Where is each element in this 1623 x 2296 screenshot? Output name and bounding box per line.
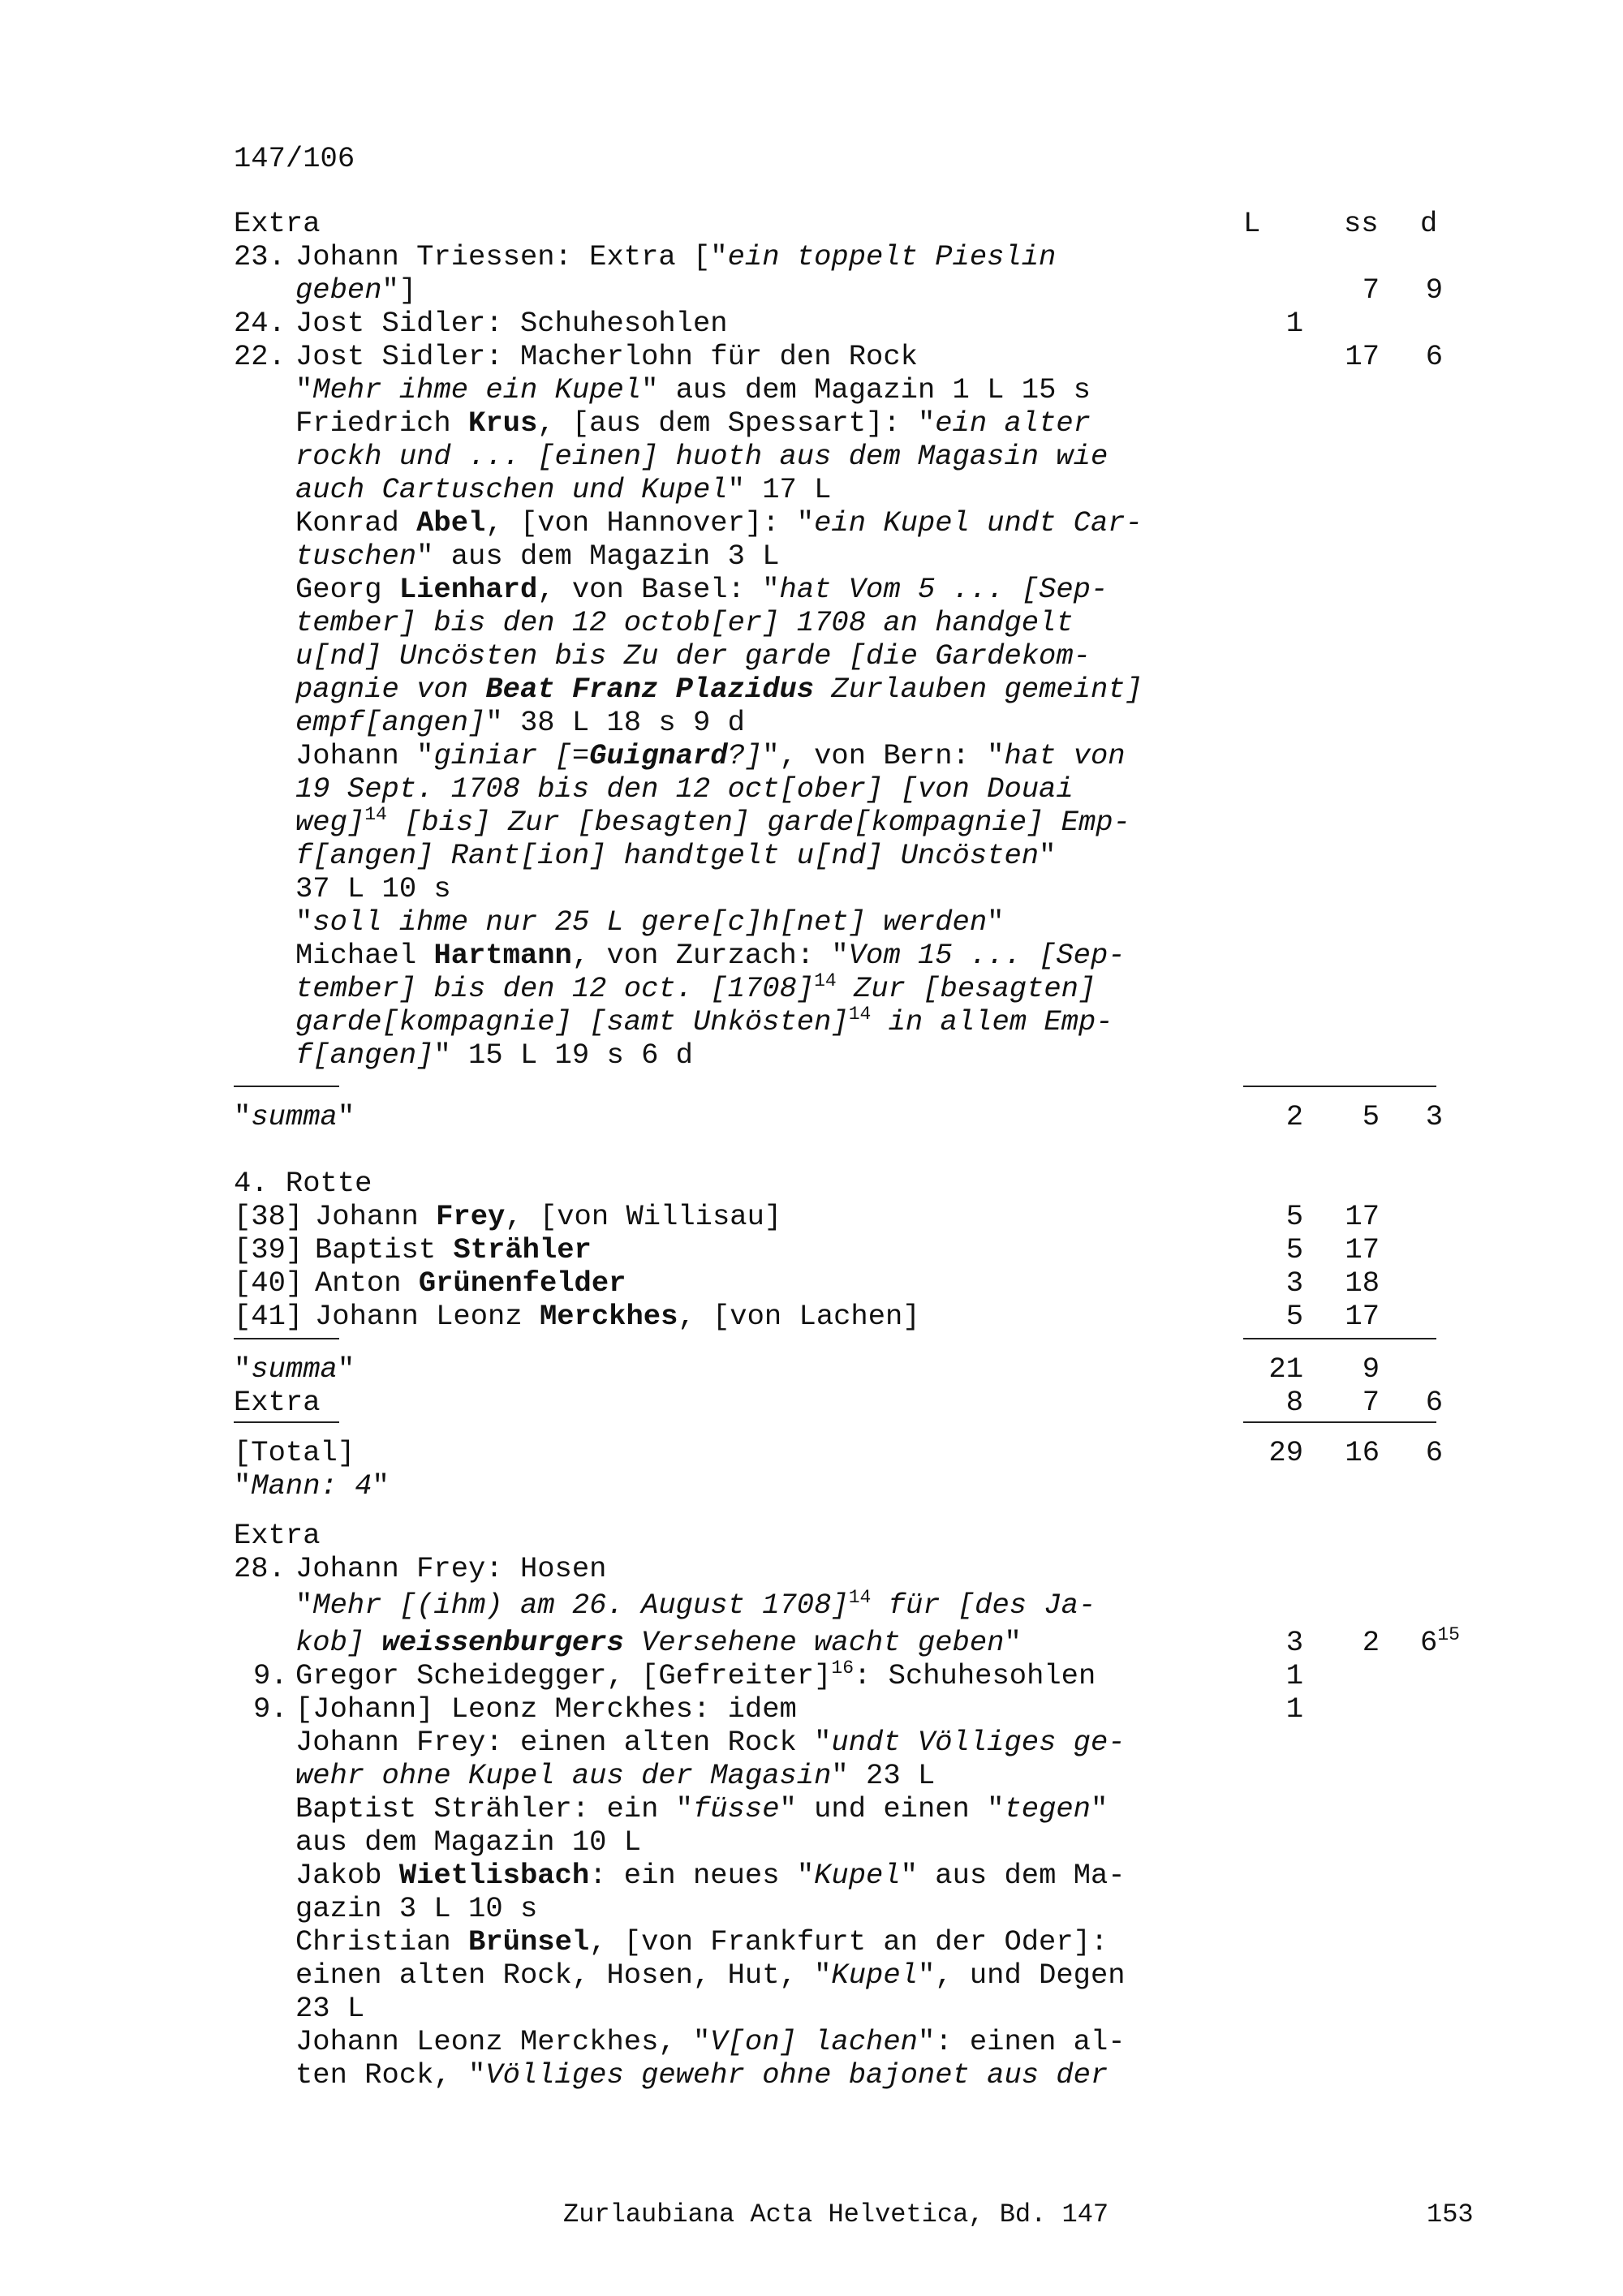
note-line: auch Cartuschen und Kupel" 17 L [295, 473, 832, 506]
entry-text: Gregor Scheidegger, [Gefreiter]$^{16}$: Schuhesohlen [295, 1658, 1096, 1692]
amount-ss: 16 [1345, 1436, 1380, 1469]
note-line: Johann "giniar [=Guignard?]", von Bern: "hat von [295, 739, 1126, 772]
summa-label: "summa" [234, 1352, 355, 1386]
amount-l: 5 [1285, 1300, 1303, 1333]
note-line: Konrad Abel, [von Hannover]: "ein Kupel undt Car- [295, 506, 1143, 540]
entry-text: geben"] [295, 273, 417, 307]
note-line: Georg Lienhard, von Basel: "hat Vom 5 ... [Sep- [295, 573, 1109, 606]
entry-number: 23. [234, 240, 286, 273]
note-line: kob] weissenburgers Versehene wacht geben" [295, 1626, 1022, 1659]
amount-l: 3 [1285, 1266, 1303, 1300]
amount-d: 6 [1425, 1386, 1443, 1419]
amount-l: 2 [1285, 1100, 1303, 1133]
amount-l: 5 [1285, 1233, 1303, 1266]
extra-label: Extra [234, 1386, 321, 1419]
footer-title: Zurlaubiana Acta Helvetica, Bd. 147 [563, 2199, 1109, 2229]
amount-ss: 17 [1345, 1300, 1380, 1333]
amount-ss: 7 [1362, 273, 1380, 307]
amount-ss: 2 [1362, 1626, 1380, 1659]
rule-left [234, 1338, 339, 1339]
page-reference: 147/106 [234, 142, 355, 175]
entry-text: Jost Sidler: Schuhesohlen [295, 307, 728, 340]
amount-l: 21 [1268, 1352, 1303, 1386]
amount-l: 5 [1285, 1200, 1303, 1233]
column-head-d: d [1420, 207, 1438, 240]
note-line: Baptist Strähler: ein "füsse" und einen "tegen" [295, 1792, 1109, 1825]
note-line: Friedrich Krus, [aus dem Spessart]: "ein alter [295, 406, 1091, 440]
entry-number: 9. [253, 1659, 288, 1692]
entry-text: Johann Frey: Hosen [295, 1552, 607, 1585]
footnote-marker: 14 [848, 1587, 872, 1608]
amount-d: 3 [1425, 1100, 1443, 1133]
note-line: einen alten Rock, Hosen, Hut, "Kupel", und Degen [295, 1958, 1126, 1992]
section-heading-extra: Extra [234, 207, 321, 240]
entry-number: 28. [234, 1552, 286, 1585]
note-line: Johann Leonz Merckhes, "V[on] lachen": einen al- [295, 2025, 1126, 2058]
footnote-marker: 14 [364, 804, 387, 825]
entry-number: 22. [234, 340, 286, 373]
rule-left [234, 1086, 339, 1087]
page-number: 153 [1427, 2199, 1474, 2229]
rule-right [1243, 1086, 1436, 1087]
note-line: f[angen]" 15 L 19 s 6 d [295, 1038, 693, 1072]
note-line: gazin 3 L 10 s [295, 1892, 538, 1925]
amount-ss: 7 [1362, 1386, 1380, 1419]
amount-ss: 17 [1345, 1200, 1380, 1233]
amount-l: 8 [1285, 1386, 1303, 1419]
entry-text: Johann Triessen: Extra ["ein toppelt Pieslin [295, 240, 1057, 273]
note-line: pagnie von Beat Franz Plazidus Zurlauben gemeint] [295, 673, 1143, 706]
note-line: "Mehr [(ihm) am 26. August 1708]$^{14}$ für [des Ja- [295, 1587, 1096, 1622]
section-heading-extra: Extra [234, 1519, 321, 1552]
amount-l: 1 [1285, 307, 1303, 340]
amount-d: 9 [1425, 273, 1443, 307]
amount-l: 1 [1285, 1692, 1303, 1726]
note-line: "Mehr ihme ein Kupel" aus dem Magazin 1 L 15 s [295, 373, 1091, 406]
footnote-marker: 14 [814, 970, 837, 991]
amount-ss: 17 [1345, 1233, 1380, 1266]
mann-count: "Mann: 4" [234, 1469, 390, 1503]
amount-l: 1 [1285, 1659, 1303, 1692]
roster-number: [41] [234, 1300, 304, 1333]
summa-label: "summa" [234, 1100, 355, 1133]
amount-d: 6 [1425, 1436, 1443, 1469]
amount-ss: 9 [1362, 1352, 1380, 1386]
note-line: empf[angen]" 38 L 18 s 9 d [295, 706, 745, 739]
note-line: u[nd] Uncösten bis Zu der garde [die Gardekom- [295, 639, 1091, 673]
roster-name: Baptist Strähler [315, 1233, 592, 1266]
footnote-marker: 16 [831, 1658, 855, 1679]
note-line: ten Rock, "Völliges gewehr ohne bajonet aus der [295, 2058, 1109, 2092]
note-line: aus dem Magazin 10 L [295, 1825, 642, 1859]
note-line: tember] bis den 12 oct. $[1708]^{14}$ Zur [besagten] [295, 970, 1096, 1005]
amount-d: 6 [1425, 340, 1443, 373]
note-line: "soll ihme nur 25 L gere[c]h[net] werden" [295, 905, 1005, 939]
amount-l: 29 [1268, 1436, 1303, 1469]
entry-text: Jost Sidler: Macherlohn für den Rock [295, 340, 918, 373]
note-line: Johann Frey: einen alten Rock "undt Völliges ge- [295, 1726, 1126, 1759]
rule-left [234, 1421, 339, 1423]
note-line: weg]$^{14}$ [bis] Zur [besagten] garde[kompagnie] Emp- [295, 804, 1130, 839]
amount-ss: 5 [1362, 1100, 1380, 1133]
roster-name: Anton Grünenfelder [315, 1266, 626, 1300]
note-line: Christian Brünsel, [von Frankfurt an der Oder]: [295, 1925, 1109, 1958]
roster-name: Johann Leonz Merckhes, [von Lachen] [315, 1300, 920, 1333]
note-line: f[angen] Rant[ion] handtgelt u[nd] Uncösten" [295, 839, 1057, 872]
rule-right [1243, 1338, 1436, 1339]
column-head-l: L [1243, 207, 1261, 240]
amount-d: $6^{15}$ [1420, 1624, 1460, 1659]
footnote-marker: 14 [848, 1004, 872, 1025]
note-line: Jakob Wietlisbach: ein neues "Kupel" aus dem Ma- [295, 1859, 1126, 1892]
amount-ss: 17 [1345, 340, 1380, 373]
entry-number: 24. [234, 307, 286, 340]
footnote-marker: 15 [1437, 1624, 1460, 1645]
amount-l: 3 [1285, 1626, 1303, 1659]
note-line: 37 L 10 s [295, 872, 451, 905]
roster-number: [40] [234, 1266, 304, 1300]
roster-number: [38] [234, 1200, 304, 1233]
amount-ss: 18 [1345, 1266, 1380, 1300]
entry-text: [Johann] Leonz Merckhes: idem [295, 1692, 797, 1726]
note-line: wehr ohne Kupel aus der Magasin" 23 L [295, 1759, 936, 1792]
roster-name: Johann Frey, [von Willisau] [315, 1200, 782, 1233]
note-line: garde[kompagnie] [samt Unkösten]$^{14}$ in allem Emp- [295, 1004, 1113, 1038]
note-line: 23 L [295, 1992, 365, 2025]
note-line: tuschen" aus dem Magazin 3 L [295, 540, 780, 573]
total-label: [Total] [234, 1436, 355, 1469]
section-heading-rotte: 4. Rotte [234, 1167, 372, 1200]
entry-number: 9. [253, 1692, 288, 1726]
note-line: 19 Sept. 1708 bis den 12 oct[ober] [von Douai [295, 772, 1074, 806]
rule-right [1243, 1421, 1436, 1423]
note-line: Michael Hartmann, von Zurzach: "Vom 15 ... [Sep- [295, 939, 1126, 972]
roster-number: [39] [234, 1233, 304, 1266]
column-head-ss: ss [1344, 207, 1379, 240]
note-line: tember] bis den 12 octob[er] 1708 an handgelt [295, 606, 1074, 639]
note-line: rockh und ... [einen] huoth aus dem Magasin wie [295, 440, 1109, 473]
